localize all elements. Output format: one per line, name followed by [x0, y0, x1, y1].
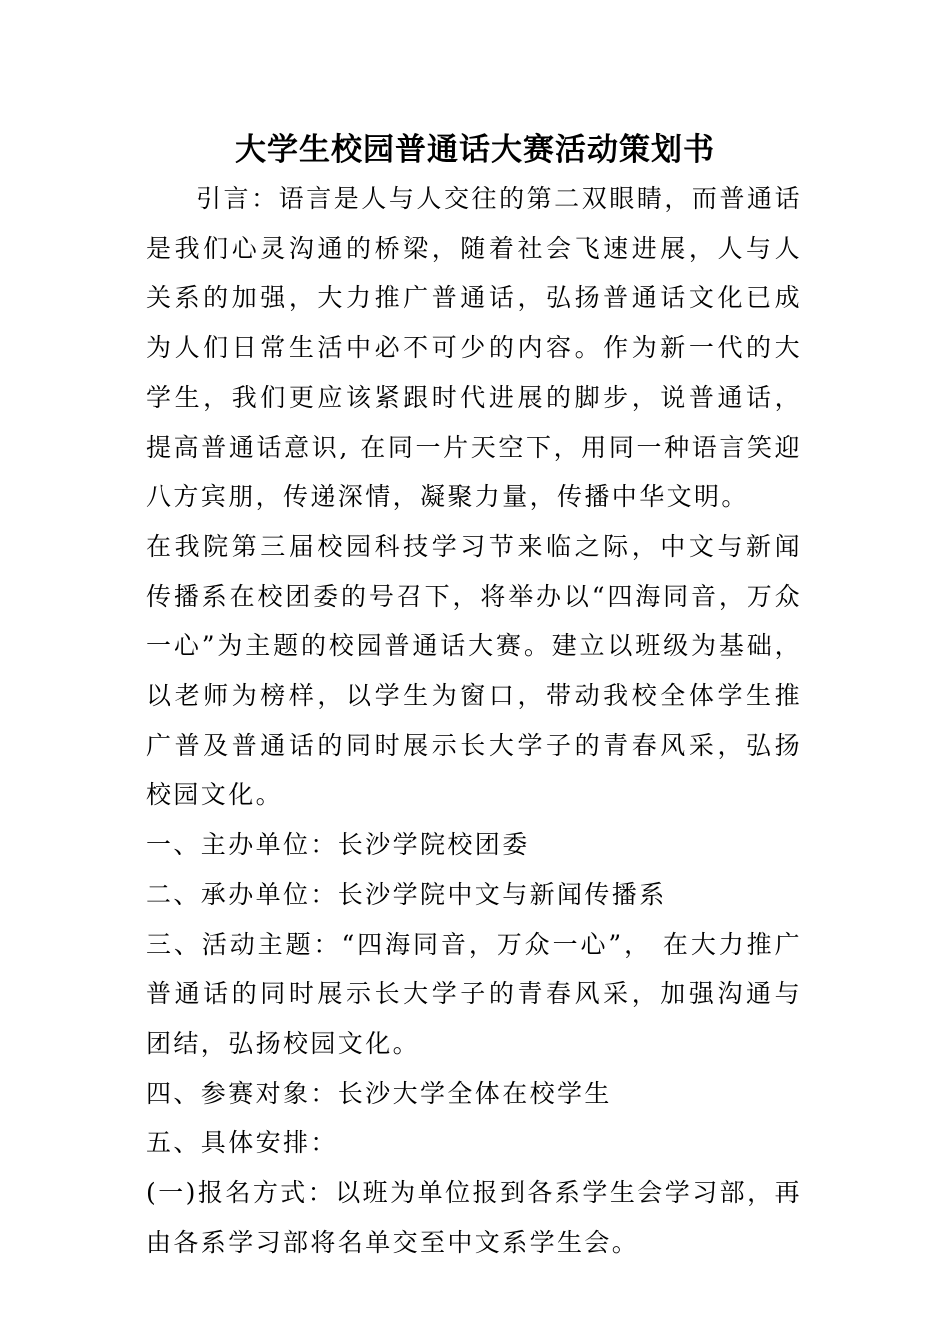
intro-paragraph: 引言：语言是人与人交往的第二双眼睛，而普通话是我们心灵沟通的桥梁，随着社会飞速进展，人与人关系的加强，大力推广普通话，弘扬普通话文化已成为人们日常生活中必不可少的内容。作为新一代的大学生，我们更应该紧跟时代进展的脚步，说普通话，提高普通话意识, 在同一片天空下，用同一种语言笑迎八方宾朋，传递深情，凝聚力量，传播中华文明。: [146, 184, 802, 512]
theme-item: 三、活动主题：“四海同音，万众一心”， 在大力推广普通话的同时展示长大学子的青春风采，加强沟通与团结，弘扬校园文化。: [146, 929, 802, 1058]
document-title: 大学生校园普通话大赛活动策划书: [235, 132, 715, 168]
document-body: [146, 174, 802, 1267]
host-item: 二、承办单位：长沙学院中文与新闻传播系: [146, 879, 667, 909]
background-paragraph: 在我院第三届校园科技学习节来临之际，中文与新闻传播系在校团委的号召下，将举办以“四海同音，万众一心”为主题的校园普通话大赛。建立以班级为基础，以老师为榜样，以学生为窗口，带动我校全体学生推广普及普通话的同时展示长大学子的青春风采，弘扬校园文化。: [146, 531, 802, 810]
arrangement-heading: 五、具体安排：: [146, 1128, 338, 1158]
participants-item: 四、参赛对象：长沙大学全体在校学生: [146, 1078, 612, 1108]
organizer-item: 一、主办单位：长沙学院校团委: [146, 830, 530, 860]
registration-item: (一)报名方式：以班为单位报到各系学生会学习部，再由各系学习部将名单交至中文系学生会。: [146, 1178, 802, 1257]
